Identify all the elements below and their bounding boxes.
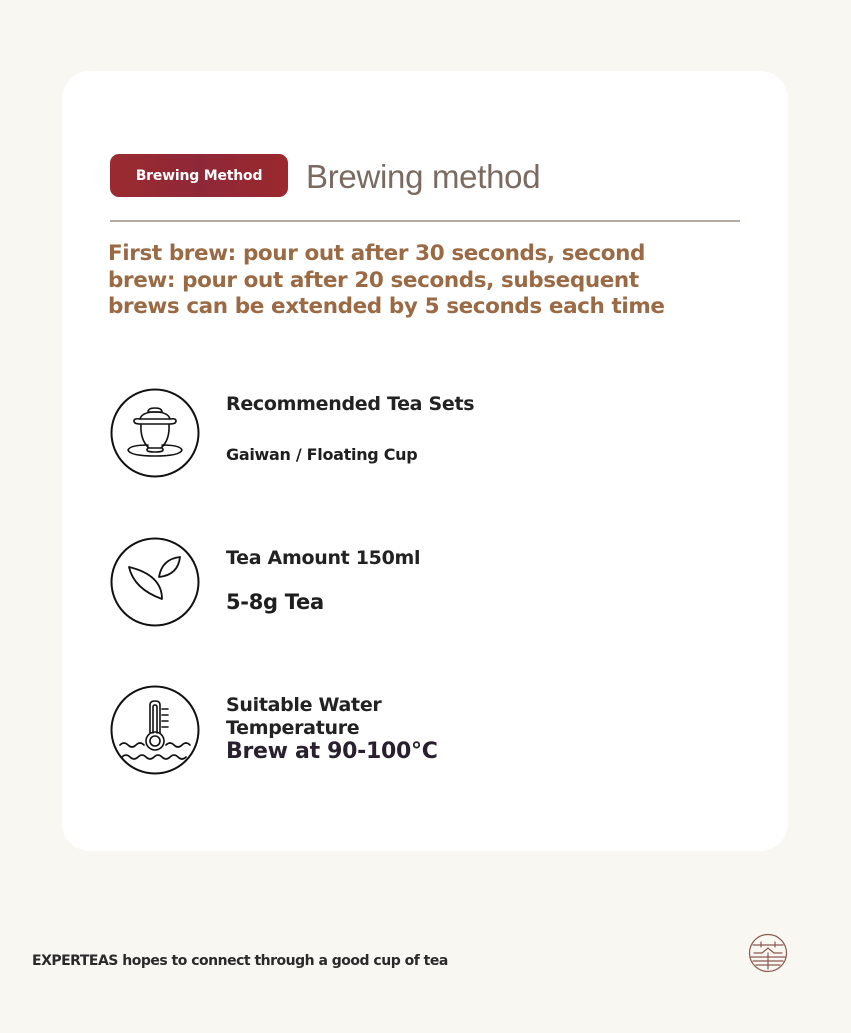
tea-amount-value: 5-8g Tea — [226, 590, 324, 614]
divider — [110, 220, 740, 222]
water-temp-label: Suitable Water Temperature — [226, 694, 382, 739]
tea-sets-label: Recommended Tea Sets — [226, 393, 475, 415]
tea-leaves-icon — [110, 537, 200, 627]
tea-amount-label: Tea Amount 150ml — [226, 547, 421, 569]
section-badge: Brewing Method — [110, 154, 288, 197]
water-temp-value: Brew at 90-100°C — [226, 739, 438, 764]
brewing-instructions: First brew: pour out after 30 seconds, second brew: pour out after 20 seconds, subsequent brews can be extended by 5 seconds each time — [108, 241, 665, 319]
thermometer-water-icon — [110, 685, 200, 775]
footer-tagline: EXPERTEAS hopes to connect through a good cup of tea — [32, 953, 448, 969]
tea-sets-value: Gaiwan / Floating Cup — [226, 445, 418, 464]
experteas-logo-icon — [748, 933, 788, 973]
section-title: Brewing method — [306, 158, 541, 195]
gaiwan-icon — [110, 388, 200, 478]
